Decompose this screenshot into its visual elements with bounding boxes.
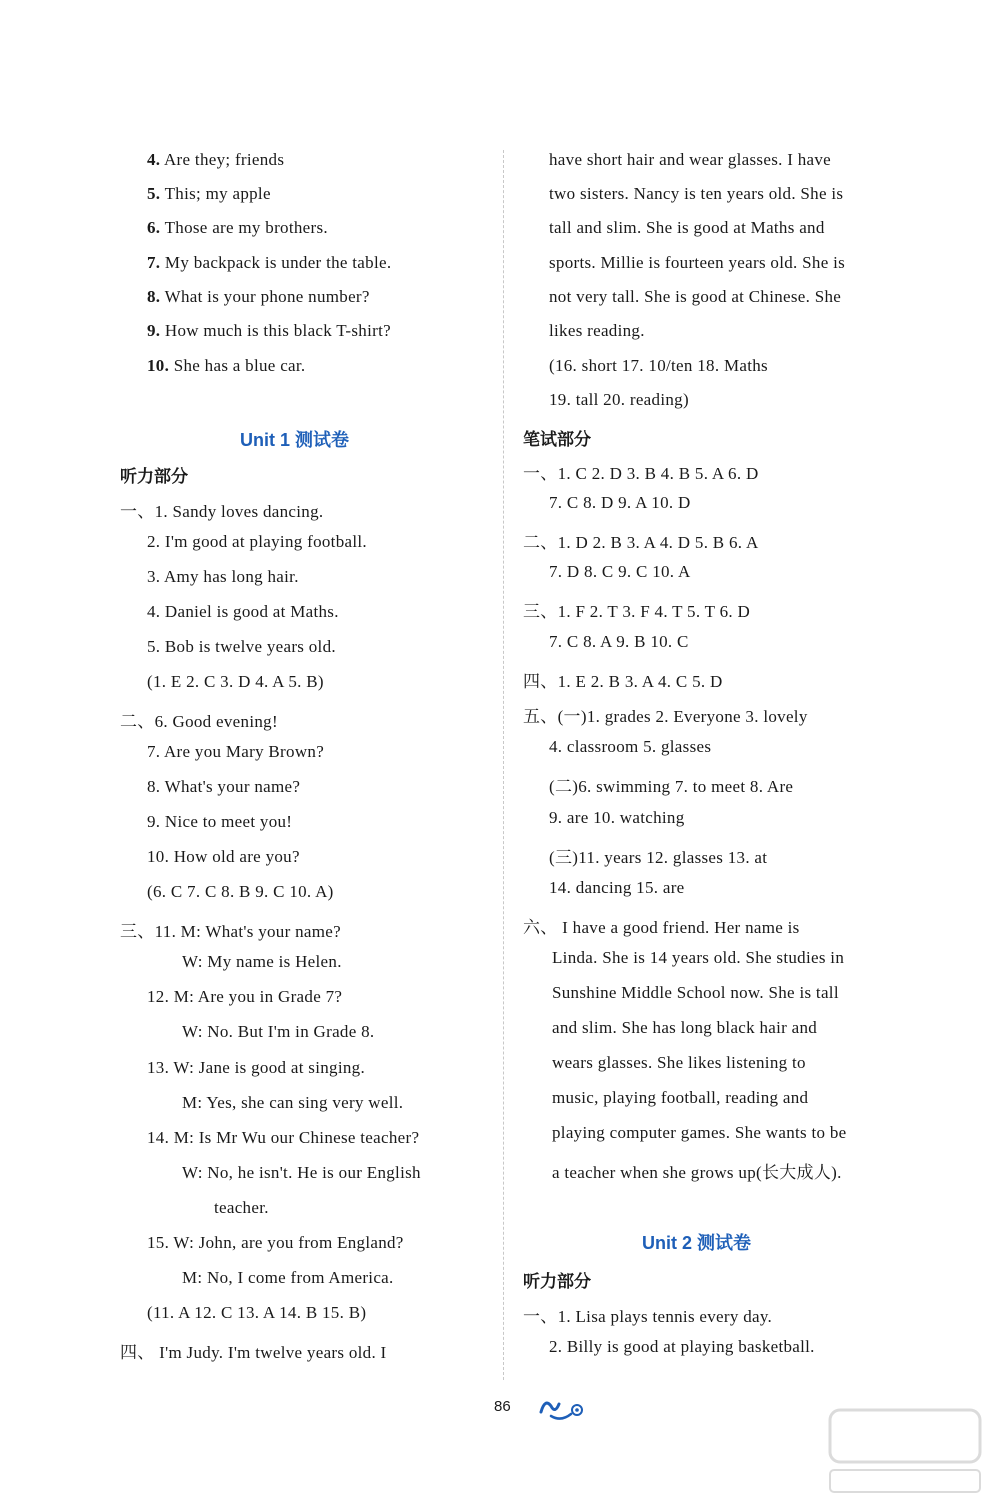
answer-line: two sisters. Nancy is ten years old. She is — [549, 184, 844, 203]
answer-line: 5. Bob is twelve years old. — [147, 637, 336, 656]
answer-line: 2. Billy is good at playing basketball. — [549, 1337, 815, 1356]
answer-line: (三)11. years 12. glasses 13. at — [549, 848, 768, 867]
answer-line: 二、6. Good evening! — [120, 712, 278, 731]
answer-line: 4. Are they; friends — [147, 150, 285, 169]
decorative-wave-logo-icon — [537, 1392, 587, 1422]
answer-line: 三、1. F 2. T 3. F 4. T 5. T 6. D — [523, 602, 751, 621]
column-divider — [503, 150, 504, 1380]
answer-line: 7. My backpack is under the table. — [147, 253, 392, 272]
answer-line: likes reading. — [549, 321, 645, 340]
answer-line: 14. dancing 15. are — [549, 878, 685, 897]
answer-line: and slim. She has long black hair and — [552, 1018, 818, 1037]
answer-line: 4. classroom 5. glasses — [549, 737, 712, 756]
answer-line: 四、1. E 2. B 3. A 4. C 5. D — [523, 672, 723, 691]
unit2-listening-label: 听力部分 — [523, 1272, 591, 1291]
unit2-title: Unit 2 测试卷 — [642, 1233, 752, 1253]
answer-line: 四、 I'm Judy. I'm twelve years old. I — [120, 1343, 387, 1362]
answer-line: playing computer games. She wants to be — [552, 1123, 847, 1142]
answer-line: tall and slim. She is good at Maths and — [549, 218, 825, 237]
answer-line: 14. M: Is Mr Wu our Chinese teacher? — [147, 1128, 420, 1147]
answer-line: 9. are 10. watching — [549, 808, 685, 827]
page-number: 86 — [494, 1398, 511, 1415]
answer-line: 9. Nice to meet you! — [147, 812, 293, 831]
answer-line: 6. Those are my brothers. — [147, 218, 328, 237]
answer-line: 一、1. Sandy loves dancing. — [120, 502, 324, 521]
answer-line: (二)6. swimming 7. to meet 8. Are — [549, 777, 794, 796]
answer-line: 8. What is your phone number? — [147, 287, 370, 306]
answer-line: Sunshine Middle School now. She is tall — [552, 983, 839, 1002]
answer-line: W: My name is Helen. — [182, 952, 342, 971]
answer-line: 二、1. D 2. B 3. A 4. D 5. B 6. A — [523, 533, 759, 552]
answer-line: W: No, he isn't. He is our English — [182, 1163, 421, 1182]
answer-line: M: Yes, she can sing very well. — [182, 1093, 404, 1112]
answer-line: 15. W: John, are you from England? — [147, 1233, 404, 1252]
answer-line: 4. Daniel is good at Maths. — [147, 602, 339, 621]
answer-line: M: No, I come from America. — [182, 1268, 394, 1287]
answer-line: 7. C 8. D 9. A 10. D — [549, 493, 691, 512]
answer-line: 一、1. C 2. D 3. B 4. B 5. A 6. D — [523, 464, 759, 483]
answer-line: 7. C 8. A 9. B 10. C — [549, 632, 689, 651]
answer-line: (11. A 12. C 13. A 14. B 15. B) — [147, 1303, 367, 1322]
answer-line: 9. How much is this black T-shirt? — [147, 321, 391, 340]
answer-line: 12. M: Are you in Grade 7? — [147, 987, 343, 1006]
answer-line: a teacher when she grows up(长大成人). — [552, 1163, 842, 1182]
answer-line: 7. D 8. C 9. C 10. A — [549, 562, 691, 581]
answer-line: 5. This; my apple — [147, 184, 271, 203]
answer-line: (6. C 7. C 8. B 9. C 10. A) — [147, 882, 334, 901]
answer-line: (1. E 2. C 3. D 4. A 5. B) — [147, 672, 324, 691]
answer-line: wears glasses. She likes listening to — [552, 1053, 806, 1072]
answer-line: 五、(一)1. grades 2. Everyone 3. lovely — [523, 707, 808, 726]
written-section-label: 笔试部分 — [523, 430, 591, 449]
answer-line: music, playing football, reading and — [552, 1088, 809, 1107]
answer-line: not very tall. She is good at Chinese. She — [549, 287, 842, 306]
answer-line: 13. W: Jane is good at singing. — [147, 1058, 366, 1077]
answer-line: 10. How old are you? — [147, 847, 300, 866]
answer-line: 2. I'm good at playing football. — [147, 532, 367, 551]
watermark-logo-icon — [820, 1400, 990, 1500]
unit1-listening-label: 听力部分 — [120, 467, 188, 486]
answer-line: sports. Millie is fourteen years old. She is — [549, 253, 846, 272]
answer-line: teacher. — [214, 1198, 269, 1217]
answer-line: 8. What's your name? — [147, 777, 301, 796]
answer-line: 3. Amy has long hair. — [147, 567, 299, 586]
answer-line: 10. She has a blue car. — [147, 356, 306, 375]
answer-line: W: No. But I'm in Grade 8. — [182, 1022, 375, 1041]
answer-line: Linda. She is 14 years old. She studies in — [552, 948, 845, 967]
answer-line: 一、1. Lisa plays tennis every day. — [523, 1307, 773, 1326]
answer-line: 19. tall 20. reading) — [549, 390, 689, 409]
answer-line: 六、 I have a good friend. Her name is — [523, 918, 800, 937]
answer-line: have short hair and wear glasses. I have — [549, 150, 832, 169]
answer-line: 三、11. M: What's your name? — [120, 922, 341, 941]
unit1-title: Unit 1 测试卷 — [240, 430, 350, 450]
answer-line: 7. Are you Mary Brown? — [147, 742, 325, 761]
answer-line: (16. short 17. 10/ten 18. Maths — [549, 356, 768, 375]
